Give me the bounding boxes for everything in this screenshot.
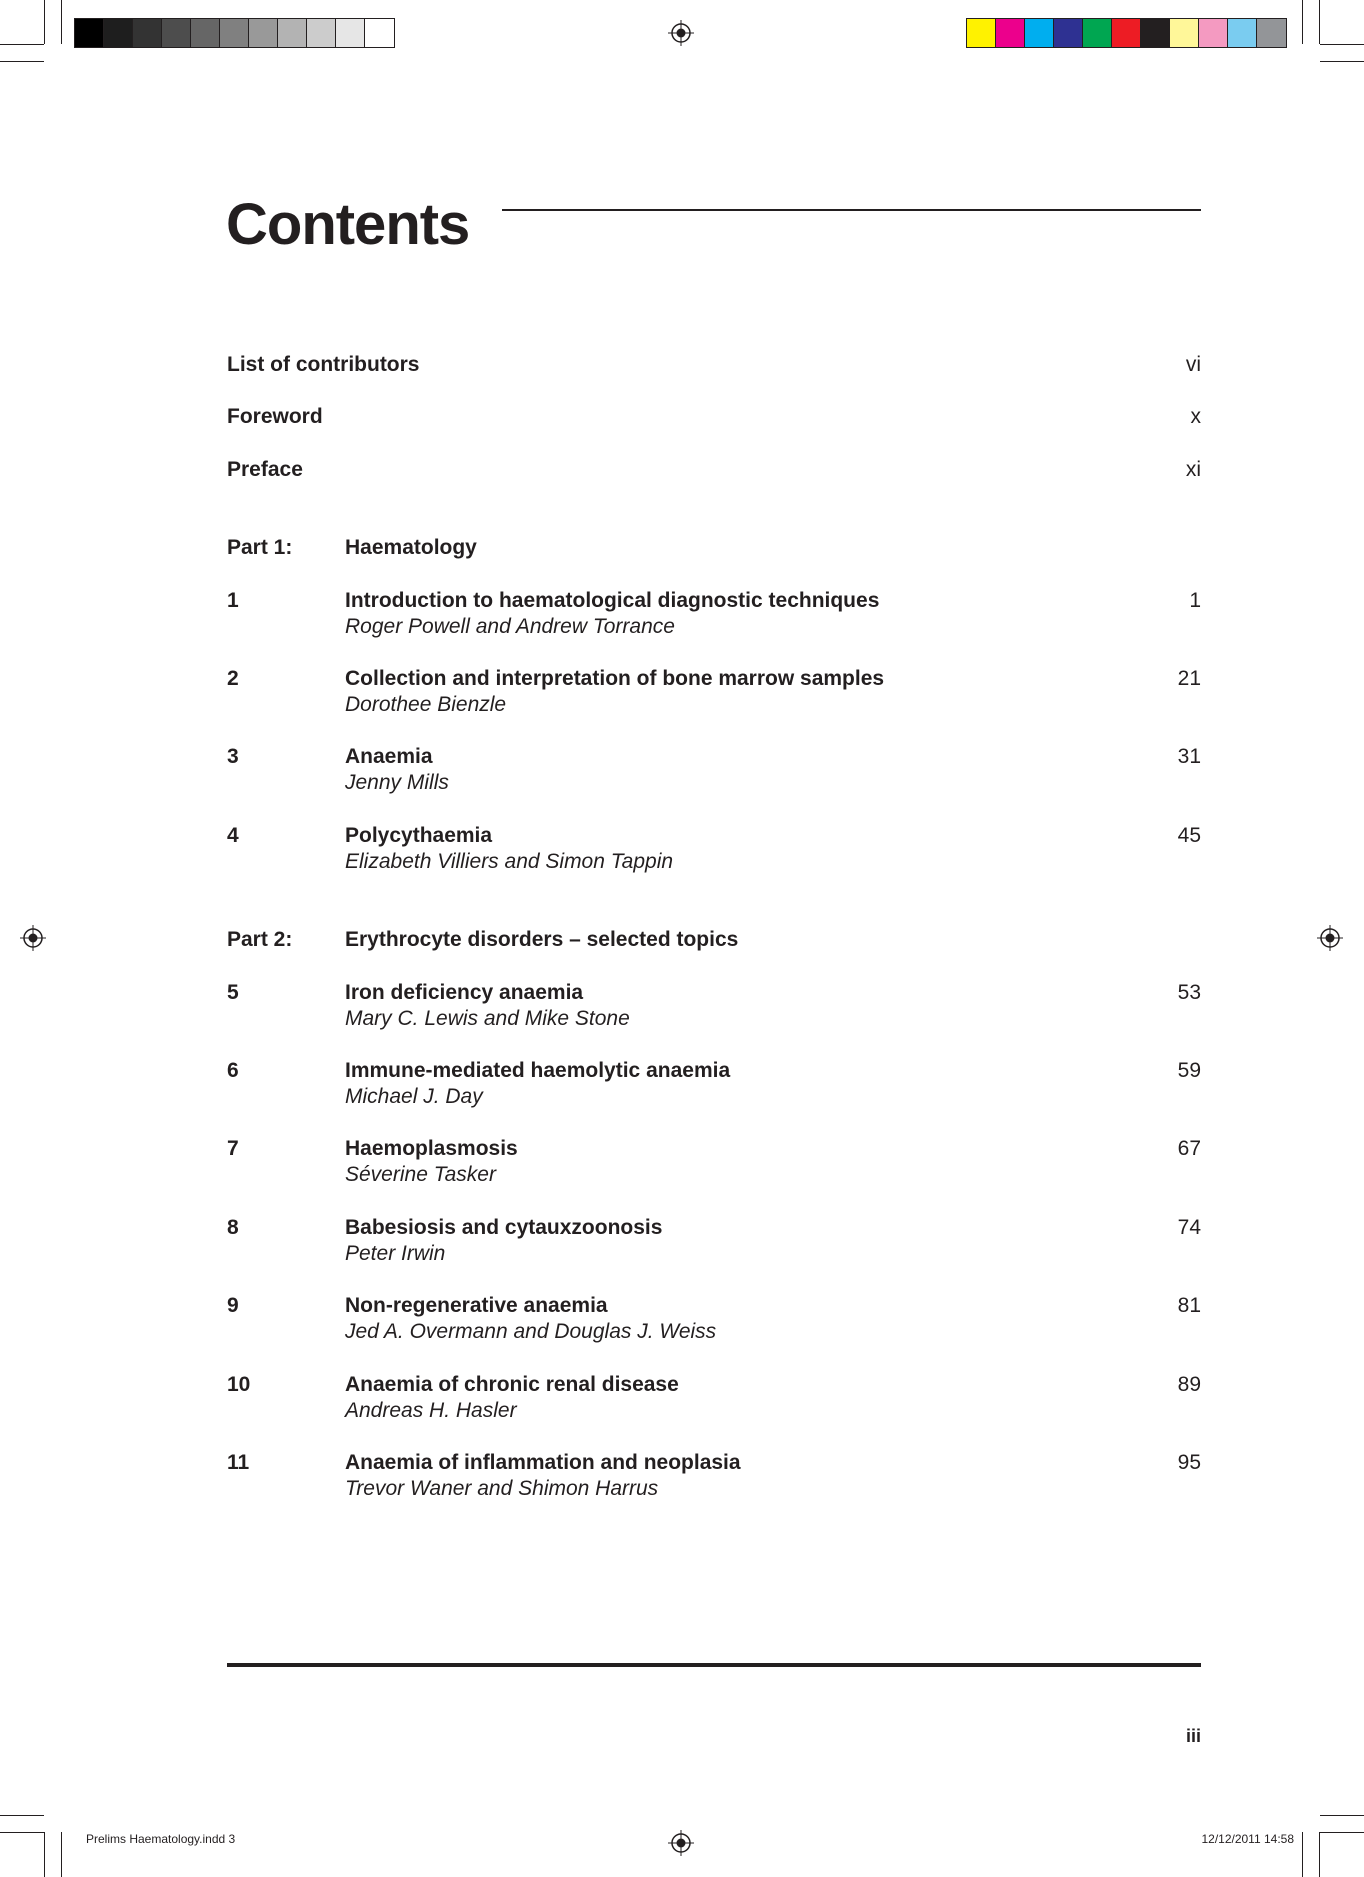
chapter-title: Iron deficiency anaemia <box>345 981 584 1004</box>
chapter-authors: Elizabeth Villiers and Simon Tappin <box>345 850 674 873</box>
crop-mark <box>1320 1832 1364 1833</box>
chapter-title: Anaemia <box>345 745 433 768</box>
toc-page-number: 89 <box>1177 1373 1201 1396</box>
toc-page-number: 31 <box>1177 745 1201 768</box>
chapter-number: 7 <box>227 1137 239 1160</box>
title-rule <box>502 209 1201 211</box>
chapter-number: 3 <box>227 745 239 768</box>
chapter-title: Introduction to haematological diagnostic techniques <box>345 589 880 612</box>
chapter-number: 5 <box>227 981 239 1004</box>
chapter-authors: Roger Powell and Andrew Torrance <box>345 615 675 638</box>
color-swatch <box>967 19 996 47</box>
bottom-rule <box>227 1663 1201 1667</box>
color-swatch <box>365 19 394 47</box>
chapter-authors: Trevor Waner and Shimon Harrus <box>345 1477 659 1500</box>
toc-page-number: 45 <box>1177 824 1201 847</box>
crop-mark <box>0 44 44 45</box>
chapter-authors: Jed A. Overmann and Douglas J. Weiss <box>345 1320 717 1343</box>
crop-mark <box>1320 44 1364 45</box>
color-swatch <box>278 19 307 47</box>
chapter-number: 6 <box>227 1059 239 1082</box>
chapter-title: Anaemia of chronic renal disease <box>345 1373 679 1396</box>
crop-mark <box>1319 0 1320 44</box>
chapter-number: 2 <box>227 667 239 690</box>
color-swatch <box>104 19 133 47</box>
color-swatch <box>1112 19 1141 47</box>
crop-mark <box>1319 1832 1320 1877</box>
chapter-authors: Michael J. Day <box>345 1085 483 1108</box>
color-swatch <box>336 19 365 47</box>
toc-page-number: 59 <box>1177 1059 1201 1082</box>
chapter-title: Polycythaemia <box>345 824 493 847</box>
color-swatch <box>75 19 104 47</box>
color-swatch <box>1257 19 1286 47</box>
crop-mark <box>1302 1832 1303 1877</box>
toc-page-number: 67 <box>1177 1137 1201 1160</box>
crop-mark <box>1302 0 1303 44</box>
process-color-bar <box>966 18 1287 48</box>
chapter-authors: Dorothee Bienzle <box>345 693 507 716</box>
toc-page-number: 81 <box>1177 1294 1201 1317</box>
chapter-number: 11 <box>227 1451 250 1474</box>
color-swatch <box>1054 19 1083 47</box>
chapter-authors: Peter Irwin <box>345 1242 446 1265</box>
chapter-authors: Mary C. Lewis and Mike Stone <box>345 1007 630 1030</box>
crop-mark <box>1320 1815 1364 1816</box>
toc-page-number: 74 <box>1177 1216 1201 1239</box>
toc-page-number: xi <box>1185 458 1201 481</box>
crop-mark <box>0 1832 44 1833</box>
crop-mark <box>0 1815 44 1816</box>
crop-mark <box>1320 61 1364 62</box>
crop-mark <box>0 61 44 62</box>
chapter-title: Babesiosis and cytauxzoonosis <box>345 1216 663 1239</box>
color-swatch <box>1228 19 1257 47</box>
color-swatch <box>1025 19 1054 47</box>
toc-page-number: 21 <box>1177 667 1201 690</box>
registration-mark-icon <box>668 1830 694 1856</box>
chapter-authors: Séverine Tasker <box>345 1163 496 1186</box>
toc-page-number: x <box>1190 405 1201 428</box>
toc-page-number: vi <box>1185 353 1201 376</box>
registration-mark-icon <box>668 20 694 46</box>
toc-page-number: 53 <box>1177 981 1201 1004</box>
crop-mark <box>61 0 62 44</box>
chapter-title: Anaemia of inflammation and neoplasia <box>345 1451 741 1474</box>
color-swatch <box>1170 19 1199 47</box>
color-swatch <box>220 19 249 47</box>
page-title: Contents <box>226 192 470 257</box>
crop-mark <box>44 1832 45 1877</box>
part-title: Erythrocyte disorders – selected topics <box>345 928 739 951</box>
toc-page-number: 1 <box>1189 589 1201 612</box>
toc-label: Foreword <box>227 405 323 428</box>
chapter-number: 1 <box>227 589 239 612</box>
chapter-authors: Jenny Mills <box>345 771 449 794</box>
page-folio: iii <box>1185 1726 1201 1746</box>
part-label: Part 2: <box>227 928 293 951</box>
color-swatch <box>191 19 220 47</box>
part-label: Part 1: <box>227 536 293 559</box>
crop-mark <box>61 1832 62 1877</box>
grayscale-color-bar <box>74 18 395 48</box>
part-title: Haematology <box>345 536 477 559</box>
chapter-number: 10 <box>227 1373 251 1396</box>
color-swatch <box>162 19 191 47</box>
toc-label: Preface <box>227 458 303 481</box>
crop-mark <box>44 0 45 44</box>
color-swatch <box>307 19 336 47</box>
registration-mark-icon <box>1317 925 1343 951</box>
chapter-title: Immune-mediated haemolytic anaemia <box>345 1059 731 1082</box>
toc-label: List of contributors <box>227 353 420 376</box>
chapter-number: 4 <box>227 824 239 847</box>
color-swatch <box>1199 19 1228 47</box>
color-swatch <box>1141 19 1170 47</box>
chapter-title: Haemoplasmosis <box>345 1137 518 1160</box>
chapter-number: 9 <box>227 1294 239 1317</box>
chapter-title: Collection and interpretation of bone marrow samples <box>345 667 885 690</box>
slug-timestamp: 12/12/2011 14:58 <box>1201 1832 1294 1846</box>
chapter-authors: Andreas H. Hasler <box>345 1399 517 1422</box>
color-swatch <box>249 19 278 47</box>
chapter-title: Non-regenerative anaemia <box>345 1294 608 1317</box>
registration-mark-icon <box>20 925 46 951</box>
color-swatch <box>996 19 1025 47</box>
chapter-number: 8 <box>227 1216 239 1239</box>
slug-filename: Prelims Haematology.indd 3 <box>86 1832 236 1846</box>
color-swatch <box>1083 19 1112 47</box>
toc-page-number: 95 <box>1177 1451 1201 1474</box>
color-swatch <box>133 19 162 47</box>
